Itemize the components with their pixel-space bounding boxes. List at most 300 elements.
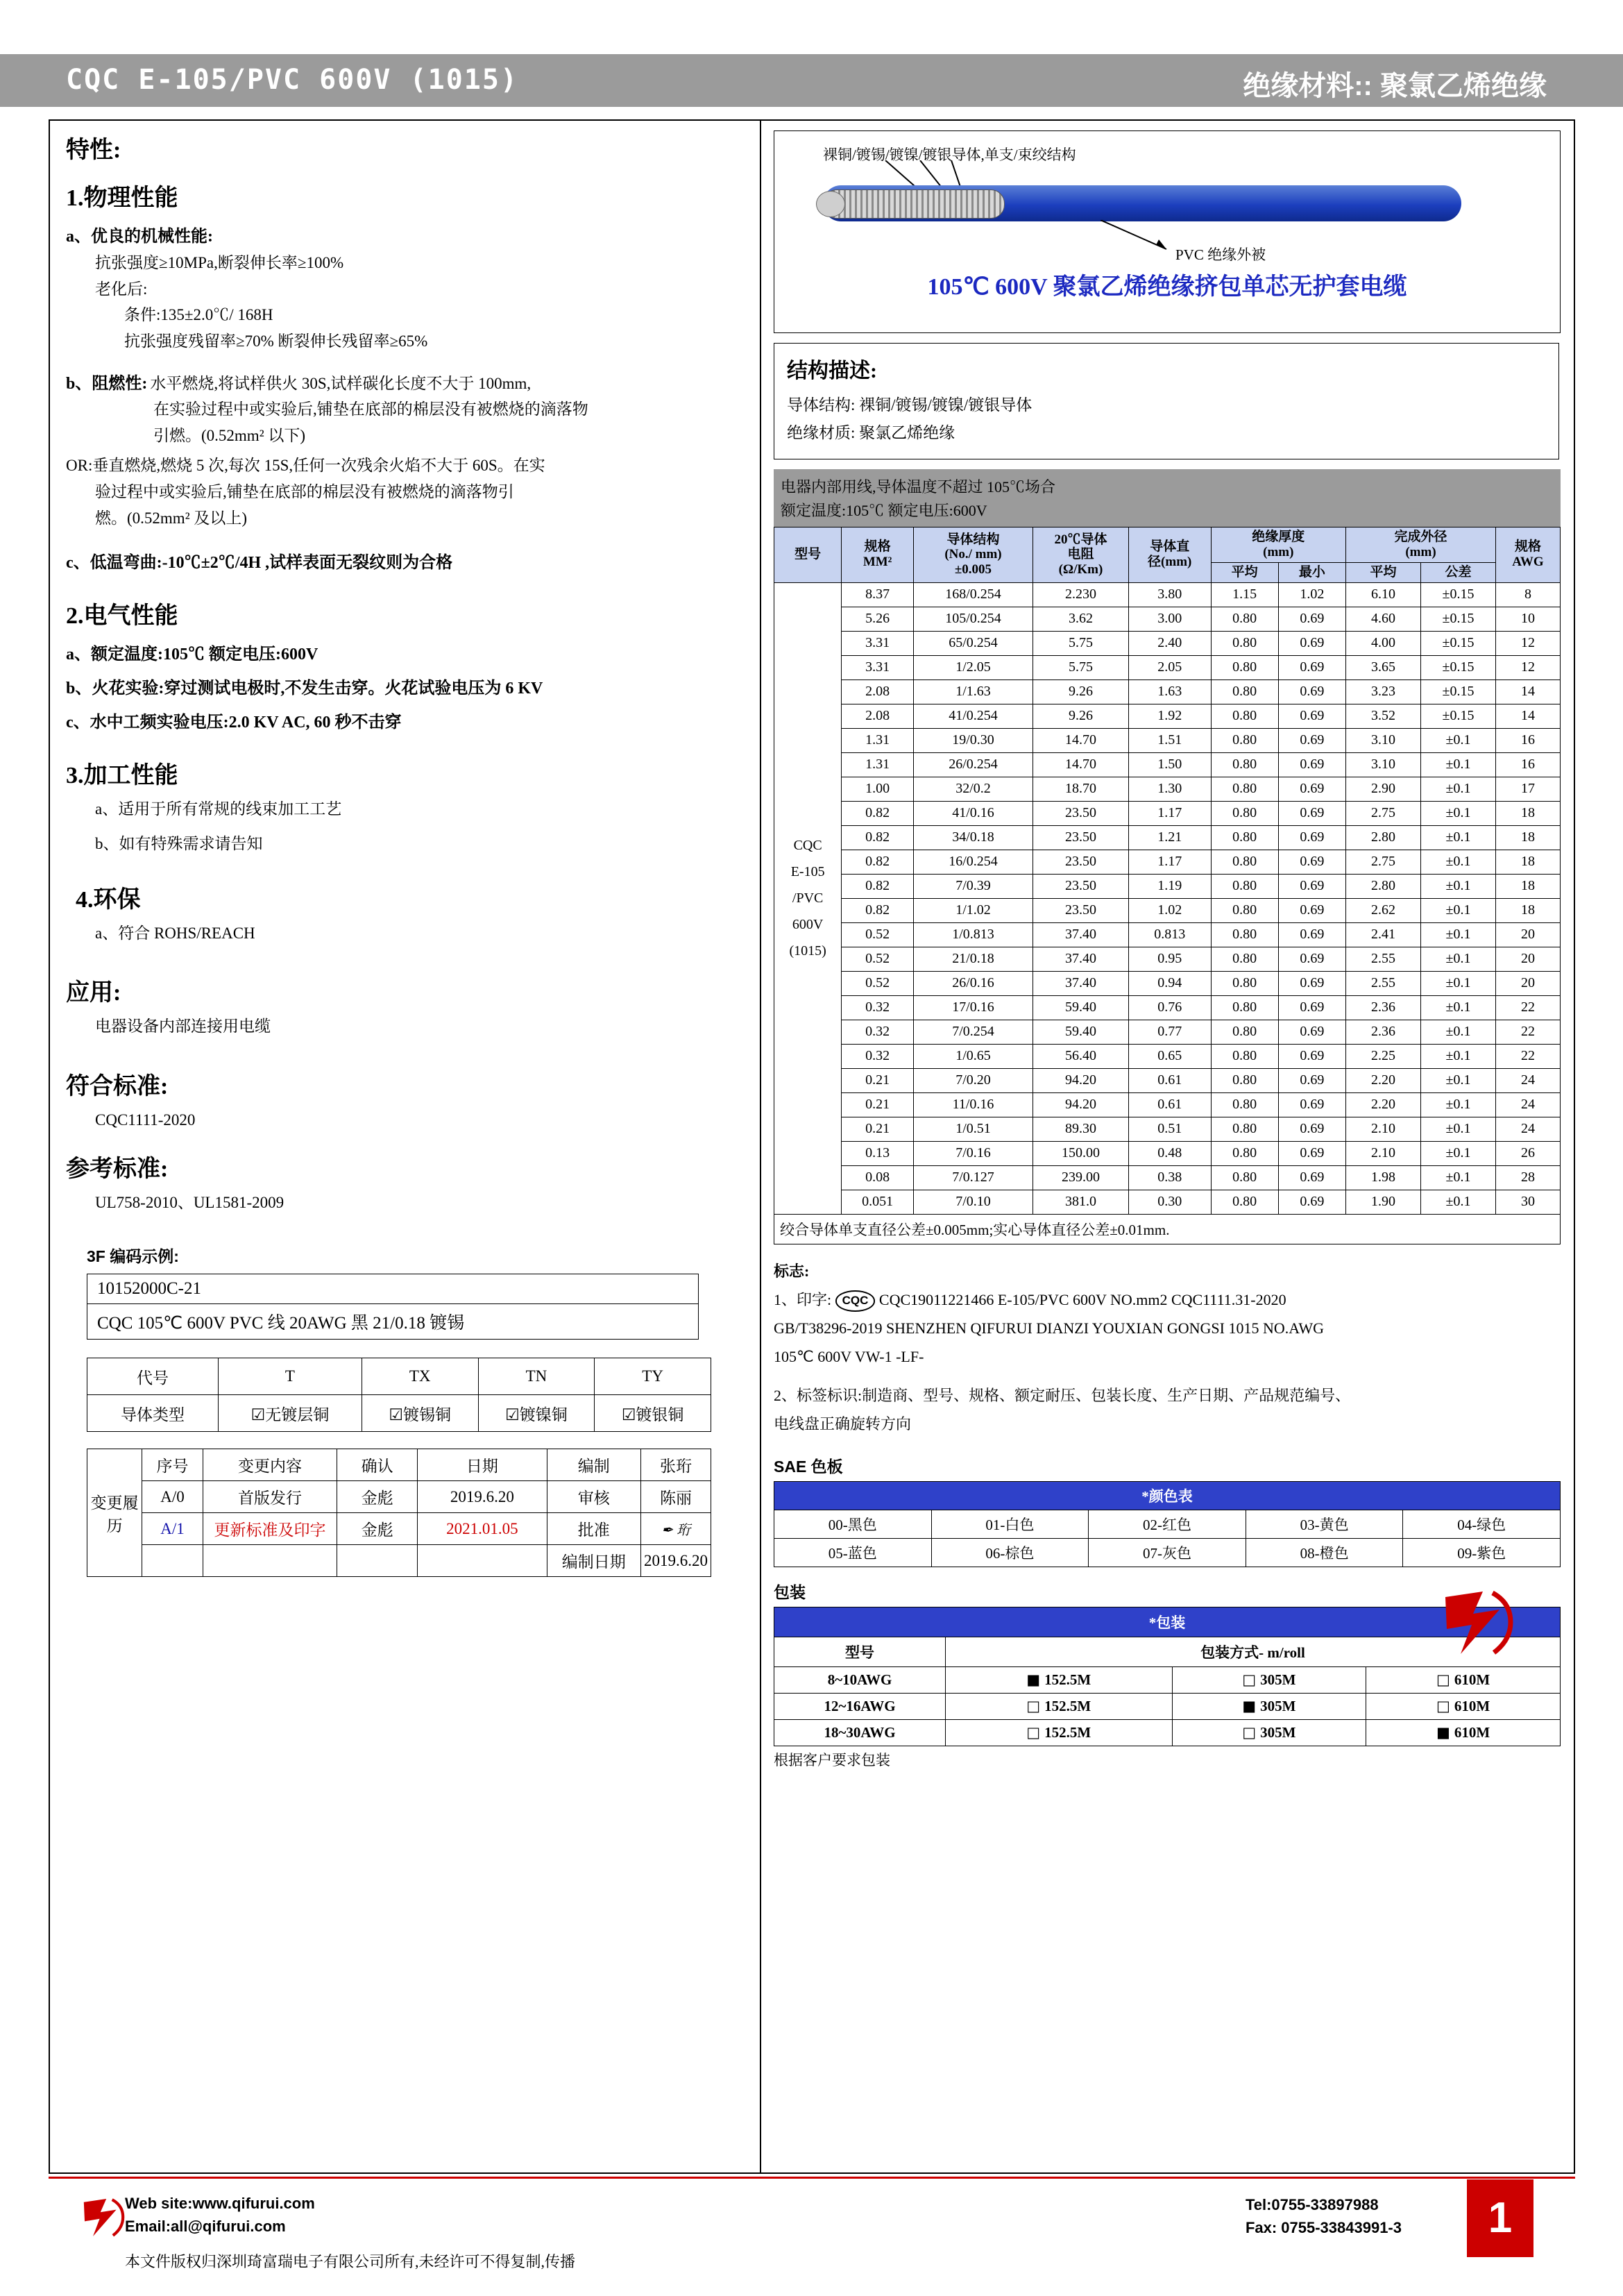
table-row	[87, 1481, 711, 1513]
spec-cell-diameter: 1.19	[1128, 874, 1211, 898]
structure-insulation: 绝缘材质: 聚氯乙烯绝缘	[787, 424, 955, 441]
spec-cell-outer-tol: ±0.1	[1421, 752, 1496, 777]
packaging-option-label: 152.5M	[1044, 1724, 1091, 1741]
spec-cell-conductor: 26/0.254	[913, 752, 1033, 777]
spec-cell-awg: 20	[1495, 922, 1560, 947]
spec-cell-size: 0.13	[842, 1141, 914, 1165]
page-number: 1	[1467, 2179, 1533, 2257]
s1-b-line1: 水平燃烧,将试样供火 30S,试样碳化长度不大于 100mm,	[150, 374, 532, 392]
footer-email[interactable]: Email:all@qifurui.com	[125, 2218, 286, 2235]
code-header-label: 代号	[87, 1358, 219, 1395]
spec-cell-outer-tol: ±0.1	[1421, 1044, 1496, 1068]
spec-cell-resistance: 9.26	[1033, 679, 1129, 704]
rev-r1-no: A/0	[142, 1481, 203, 1513]
s1-b-line4: OR:垂直燃烧,燃烧 5 次,每次 15S,任何一次残余火焰不大于 60S。在实	[66, 457, 545, 475]
table-row	[87, 1358, 711, 1395]
spec-cell-resistance: 23.50	[1033, 898, 1129, 922]
spec-cell-thick-min: 0.69	[1278, 1068, 1345, 1092]
specification-table	[774, 527, 1561, 1215]
spec-cell-resistance: 2.230	[1033, 582, 1129, 607]
checkbox-unchecked-icon[interactable]: □	[1242, 1724, 1257, 1741]
structure-conductor: 导体结构: 裸铜/镀锡/镀镍/镀银导体	[787, 396, 1033, 414]
marking-heading: 标志:	[774, 1262, 810, 1280]
packaging-option[interactable]	[1366, 1694, 1561, 1720]
rev-r2-date: 2021.01.05	[418, 1513, 547, 1545]
cable-illustration-box	[774, 130, 1561, 333]
col-outer-tol: 公差	[1421, 562, 1496, 582]
spec-cell-size: 0.82	[842, 850, 914, 874]
packaging-option-label: 610M	[1454, 1724, 1490, 1741]
table-row	[774, 1141, 1561, 1165]
spec-cell-thick-min: 0.69	[1278, 922, 1345, 947]
spec-cell-outer-avg: 3.10	[1346, 728, 1421, 752]
spec-cell-diameter: 1.21	[1128, 825, 1211, 850]
spec-cell-diameter: 0.77	[1128, 1020, 1211, 1044]
spec-cell-outer-tol: ±0.1	[1421, 971, 1496, 995]
spec-cell-size: 0.21	[842, 1117, 914, 1141]
spec-cell-awg: 22	[1495, 1020, 1560, 1044]
coding-example-line2: CQC 105℃ 600V PVC 线 20AWG 黑 21/0.18 镀锡	[97, 1314, 465, 1333]
packaging-option[interactable]	[1366, 1720, 1561, 1746]
footer-copyright: 本文件版权归深圳琦富瑞电子有限公司所有,未经许可不得复制,传播	[125, 2253, 576, 2270]
spec-cell-conductor: 19/0.30	[913, 728, 1033, 752]
conductor-type-label: 导体类型	[87, 1395, 219, 1432]
table-row	[774, 850, 1561, 874]
marking-code-1: CQC19011221466 E-105/PVC 600V NO.mm2 CQC1111.31-2020	[878, 1290, 1286, 1308]
packaging-option-label: 610M	[1454, 1698, 1490, 1715]
spec-cell-resistance: 3.62	[1033, 607, 1129, 631]
spec-cell-awg: 8	[1495, 582, 1560, 607]
spec-cell-diameter: 0.30	[1128, 1190, 1211, 1214]
spec-cell-diameter: 0.51	[1128, 1117, 1211, 1141]
structure-heading: 结构描述:	[787, 360, 877, 382]
spec-cell-thick-min: 0.69	[1278, 1165, 1345, 1190]
table-row	[774, 825, 1561, 850]
checkbox-checked-icon[interactable]: ■	[1026, 1671, 1041, 1689]
spec-cell-outer-avg: 2.62	[1346, 898, 1421, 922]
spec-cell-outer-avg: 2.75	[1346, 801, 1421, 825]
s1-a-line4: 抗张强度残留率≥70% 断裂伸长残留率≥65%	[124, 332, 428, 350]
spec-cell-outer-tol: ±0.1	[1421, 1165, 1496, 1190]
spec-cell-outer-avg: 1.90	[1346, 1190, 1421, 1214]
marking-print-label: 1、印字:	[774, 1290, 832, 1308]
spec-cell-resistance: 89.30	[1033, 1117, 1129, 1141]
marking-line-1	[774, 1288, 1565, 1312]
table-row	[774, 922, 1561, 947]
spec-cell-diameter: 1.63	[1128, 679, 1211, 704]
spec-cell-thick-avg: 0.80	[1211, 704, 1278, 728]
spec-cell-conductor: 7/0.127	[913, 1165, 1033, 1190]
coding-example-line1: 10152000C-21	[87, 1274, 698, 1304]
table-row	[774, 582, 1561, 607]
spec-cell-outer-avg: 4.00	[1346, 631, 1421, 655]
col-awg: 规格 AWG	[1495, 527, 1560, 583]
left-column	[66, 130, 732, 1577]
rev-h-editor: 编制	[547, 1449, 640, 1481]
rev-r3-confirm	[337, 1545, 418, 1577]
table-row	[774, 1720, 1561, 1746]
spec-cell-thick-avg: 0.80	[1211, 1117, 1278, 1141]
s3-b-line: b、如有特殊需求请告知	[95, 835, 263, 853]
checkbox-unchecked-icon[interactable]: □	[1436, 1698, 1450, 1715]
sae-07: 07-灰色	[1089, 1539, 1246, 1567]
col-size: 规格 MM²	[842, 527, 914, 583]
code-ty: TY	[595, 1358, 711, 1395]
rev-r2-confirm: 金彪	[337, 1513, 418, 1545]
spec-cell-size: 0.82	[842, 874, 914, 898]
spec-cell-thick-min: 0.69	[1278, 898, 1345, 922]
s1-c-line: c、低温弯曲:-10℃±2℃/4H ,试样表面无裂纹则为合格	[66, 554, 453, 573]
spec-cell-resistance: 23.50	[1033, 801, 1129, 825]
spec-cell-conductor: 1/0.51	[913, 1117, 1033, 1141]
standards-heading: 符合标准:	[66, 1073, 169, 1099]
sae-color-heading: SAE 色板	[774, 1458, 843, 1476]
packaging-option[interactable]	[946, 1667, 1173, 1694]
spec-cell-conductor: 168/0.254	[913, 582, 1033, 607]
packaging-option[interactable]	[946, 1720, 1173, 1746]
spec-cell-conductor: 7/0.39	[913, 874, 1033, 898]
spec-cell-resistance: 23.50	[1033, 874, 1129, 898]
spec-cell-outer-tol: ±0.1	[1421, 898, 1496, 922]
spec-cell-diameter: 2.40	[1128, 631, 1211, 655]
spec-cell-outer-avg: 2.80	[1346, 825, 1421, 850]
packaging-table-body	[774, 1667, 1561, 1746]
rev-h-content: 变更内容	[203, 1449, 337, 1481]
spec-cell-awg: 26	[1495, 1141, 1560, 1165]
spec-cell-conductor: 1/0.65	[913, 1044, 1033, 1068]
spec-cell-conductor: 32/0.2	[913, 777, 1033, 801]
spec-cell-outer-avg: 2.90	[1346, 777, 1421, 801]
packaging-option[interactable]	[946, 1694, 1173, 1720]
spec-cell-conductor: 65/0.254	[913, 631, 1033, 655]
spec-cell-awg: 18	[1495, 850, 1560, 874]
spec-cell-thick-avg: 0.80	[1211, 1068, 1278, 1092]
spec-cell-conductor: 1/2.05	[913, 655, 1033, 679]
sae-02: 02-红色	[1089, 1510, 1246, 1539]
table-row	[87, 1513, 711, 1545]
spec-cell-outer-tol: ±0.1	[1421, 874, 1496, 898]
qifurui-logo-small-icon	[76, 2195, 130, 2240]
footer	[49, 2186, 1575, 2290]
spec-cell-size: 0.52	[842, 922, 914, 947]
spec-cell-size: 1.31	[842, 728, 914, 752]
packaging-col-model: 型号	[774, 1637, 946, 1667]
structure-description-box	[774, 343, 1559, 459]
spec-cell-thick-min: 0.69	[1278, 607, 1345, 631]
spec-cell-thick-min: 0.69	[1278, 801, 1345, 825]
spec-cell-outer-avg: 2.36	[1346, 995, 1421, 1020]
spec-cell-outer-avg: 4.60	[1346, 607, 1421, 631]
col-thickness-avg: 平均	[1211, 562, 1278, 582]
spec-cell-size: 0.32	[842, 1020, 914, 1044]
spec-cell-outer-avg: 3.52	[1346, 704, 1421, 728]
spec-cell-size: 0.82	[842, 898, 914, 922]
packaging-option[interactable]	[1366, 1667, 1561, 1694]
packaging-caption: *包装	[774, 1607, 1561, 1637]
table-row	[774, 704, 1561, 728]
spec-cell-thick-avg: 0.80	[1211, 1141, 1278, 1165]
packaging-option-label: 305M	[1260, 1671, 1296, 1689]
spec-cell-conductor: 1/0.813	[913, 922, 1033, 947]
table-row	[774, 679, 1561, 704]
s1-b-line5: 验过程中或实验后,铺垫在底部的棉层没有被燃烧的滴落物引	[95, 483, 514, 501]
rev-r2-role: 批准	[547, 1513, 640, 1545]
section-2-heading: 2.电气性能	[66, 603, 178, 630]
rev-r3-role: 编制日期	[547, 1545, 640, 1577]
spec-cell-size: 8.37	[842, 582, 914, 607]
cable-conductor-tip	[816, 191, 845, 217]
table-row	[774, 971, 1561, 995]
specification-table-body	[774, 582, 1561, 1214]
s1-b-line3: 引燃。(0.52mm² 以下)	[153, 426, 305, 444]
usage-note-line1: 电器内部用线,导体温度不超过 105℃场合	[781, 478, 1056, 496]
spec-cell-diameter: 0.65	[1128, 1044, 1211, 1068]
table-header-row	[774, 527, 1561, 563]
spec-cell-resistance: 37.40	[1033, 922, 1129, 947]
spec-cell-size: 2.08	[842, 704, 914, 728]
company-logo-right	[1426, 1581, 1530, 1664]
spec-cell-outer-avg: 6.10	[1346, 582, 1421, 607]
spec-cell-outer-tol: ±0.1	[1421, 801, 1496, 825]
spec-cell-thick-min: 1.02	[1278, 582, 1345, 607]
marking-code-3: 105℃ 600V VW-1 -LF-	[774, 1347, 924, 1365]
footer-contact-right	[1246, 2193, 1402, 2239]
right-column	[774, 130, 1565, 1770]
spec-cell-thick-avg: 0.80	[1211, 995, 1278, 1020]
table-row	[774, 801, 1561, 825]
packaging-option[interactable]	[1172, 1720, 1366, 1746]
spec-cell-conductor: 34/0.18	[913, 825, 1033, 850]
sae-08: 08-橙色	[1246, 1539, 1403, 1567]
spec-cell-awg: 22	[1495, 995, 1560, 1020]
standards-text: CQC1111-2020	[95, 1111, 196, 1129]
sae-00: 00-黑色	[774, 1510, 932, 1539]
packaging-option-label: 305M	[1260, 1698, 1296, 1715]
conductor-type-t[interactable]: ☑无镀层铜	[219, 1395, 362, 1432]
spec-cell-outer-avg: 2.10	[1346, 1141, 1421, 1165]
spec-cell-diameter: 1.50	[1128, 752, 1211, 777]
spec-cell-thick-avg: 0.80	[1211, 971, 1278, 995]
spec-cell-thick-min: 0.69	[1278, 752, 1345, 777]
s1-b-line2: 在实验过程中或实验后,铺垫在底部的棉层没有被燃烧的滴落物	[153, 400, 588, 419]
marking-section	[774, 1260, 1565, 1437]
checkbox-unchecked-icon[interactable]: □	[1436, 1671, 1450, 1689]
spec-cell-thick-avg: 0.80	[1211, 728, 1278, 752]
footer-website[interactable]: Web site:www.qifurui.com	[125, 2195, 315, 2212]
rev-r2-no: A/1	[142, 1513, 203, 1545]
spec-cell-thick-avg: 0.80	[1211, 947, 1278, 971]
rev-r3-content	[203, 1545, 337, 1577]
spec-cell-conductor: 11/0.16	[913, 1092, 1033, 1117]
conductor-type-tx[interactable]: ☑镀锡铜	[362, 1395, 478, 1432]
packaging-model: 8~10AWG	[774, 1667, 946, 1694]
application-text: 电器设备内部连接用电缆	[95, 1018, 271, 1036]
spec-cell-awg: 14	[1495, 679, 1560, 704]
spec-cell-size: 0.82	[842, 801, 914, 825]
spec-cell-awg: 20	[1495, 971, 1560, 995]
table-row	[774, 1068, 1561, 1092]
spec-cell-diameter: 0.95	[1128, 947, 1211, 971]
spec-cell-thick-min: 0.69	[1278, 971, 1345, 995]
spec-cell-diameter: 1.51	[1128, 728, 1211, 752]
col-thickness: 绝缘厚度 (mm)	[1211, 527, 1346, 563]
spec-cell-awg: 18	[1495, 874, 1560, 898]
spec-cell-thick-avg: 0.80	[1211, 1092, 1278, 1117]
spec-cell-outer-tol: ±0.15	[1421, 704, 1496, 728]
packaging-model: 12~16AWG	[774, 1694, 946, 1720]
spec-cell-thick-avg: 0.80	[1211, 922, 1278, 947]
checkbox-unchecked-icon[interactable]: □	[1026, 1698, 1041, 1715]
section-4-heading: 4.环保	[76, 886, 141, 913]
cable-conductor-label: 裸铜/镀锡/镀镍/镀银导体,单支/束绞结构	[823, 146, 1076, 163]
application-heading: 应用:	[66, 980, 121, 1006]
spec-cell-awg: 16	[1495, 752, 1560, 777]
col-resistance: 20℃导体 电阻 (Ω/Km)	[1033, 527, 1129, 583]
s1-a-line1: 抗张强度≥10MPa,断裂伸长率≥100%	[95, 254, 344, 271]
coding-example-heading: 3F 编码示例:	[87, 1247, 179, 1266]
packaging-option[interactable]	[1172, 1667, 1366, 1694]
spec-cell-conductor: 16/0.254	[913, 850, 1033, 874]
table-row	[774, 728, 1561, 752]
spec-cell-diameter: 1.17	[1128, 801, 1211, 825]
cable-conductor-strands	[823, 189, 1005, 219]
spec-cell-thick-min: 0.69	[1278, 1141, 1345, 1165]
spec-cell-resistance: 23.50	[1033, 850, 1129, 874]
spec-cell-conductor: 41/0.254	[913, 704, 1033, 728]
spec-cell-outer-avg: 3.23	[1346, 679, 1421, 704]
spec-cell-thick-min: 0.69	[1278, 995, 1345, 1020]
spec-cell-outer-avg: 2.55	[1346, 971, 1421, 995]
rev-r1-name: 陈丽	[641, 1481, 711, 1513]
spec-cell-diameter: 0.94	[1128, 971, 1211, 995]
spec-cell-resistance: 381.0	[1033, 1190, 1129, 1214]
spec-cell-thick-min: 0.69	[1278, 704, 1345, 728]
spec-cell-diameter: 2.05	[1128, 655, 1211, 679]
column-divider	[760, 119, 761, 2174]
s2-c-line: c、水中工频实验电压:2.0 KV AC, 60 秒不击穿	[66, 714, 402, 732]
spec-cell-awg: 28	[1495, 1165, 1560, 1190]
spec-model-cell: CQC E-105 /PVC 600V (1015)	[774, 582, 842, 1214]
spec-cell-diameter: 3.80	[1128, 582, 1211, 607]
conductor-type-tn[interactable]: ☑镀镍铜	[478, 1395, 595, 1432]
header-title-left: CQC E-105/PVC 600V (1015)	[66, 64, 519, 96]
spec-cell-diameter: 0.48	[1128, 1141, 1211, 1165]
spec-cell-outer-avg: 2.10	[1346, 1117, 1421, 1141]
spec-cell-outer-tol: ±0.1	[1421, 1020, 1496, 1044]
spec-cell-thick-min: 0.69	[1278, 850, 1345, 874]
s1-b-line6: 燃。(0.52mm² 及以上)	[95, 509, 247, 527]
spec-cell-outer-tol: ±0.1	[1421, 1190, 1496, 1214]
rev-r3-no	[142, 1545, 203, 1577]
packaging-option-label: 305M	[1260, 1724, 1296, 1741]
spec-cell-awg: 24	[1495, 1117, 1560, 1141]
spec-cell-resistance: 150.00	[1033, 1141, 1129, 1165]
spec-cell-thick-min: 0.69	[1278, 874, 1345, 898]
s1-a-label: a、优良的机械性能:	[66, 228, 213, 246]
rev-h-confirm: 确认	[337, 1449, 418, 1481]
spec-cell-diameter: 1.17	[1128, 850, 1211, 874]
spec-cell-size: 0.21	[842, 1092, 914, 1117]
table-row	[774, 1092, 1561, 1117]
spec-cell-awg: 17	[1495, 777, 1560, 801]
spec-cell-resistance: 59.40	[1033, 995, 1129, 1020]
spec-cell-resistance: 37.40	[1033, 971, 1129, 995]
spec-cell-diameter: 3.00	[1128, 607, 1211, 631]
table-row	[774, 655, 1561, 679]
table-row	[774, 1044, 1561, 1068]
col-outer-avg: 平均	[1346, 562, 1421, 582]
spec-cell-diameter: 1.02	[1128, 898, 1211, 922]
packaging-option-label: 610M	[1454, 1671, 1490, 1689]
sae-05: 05-蓝色	[774, 1539, 932, 1567]
col-outer: 完成外径 (mm)	[1346, 527, 1496, 563]
table-row	[87, 1449, 711, 1481]
conductor-code-table	[87, 1358, 711, 1432]
spec-cell-thick-min: 0.69	[1278, 1020, 1345, 1044]
spec-cell-conductor: 7/0.16	[913, 1141, 1033, 1165]
spec-cell-thick-min: 0.69	[1278, 947, 1345, 971]
spec-cell-thick-avg: 0.80	[1211, 850, 1278, 874]
spec-cell-outer-tol: ±0.1	[1421, 1092, 1496, 1117]
table-row	[774, 777, 1561, 801]
s3-a-line: a、适用于所有常规的线束加工工艺	[95, 800, 342, 818]
spec-cell-outer-tol: ±0.15	[1421, 582, 1496, 607]
spec-cell-awg: 20	[1495, 947, 1560, 971]
revision-side-label: 变更履历	[87, 1449, 142, 1577]
spec-cell-thick-min: 0.69	[1278, 631, 1345, 655]
spec-cell-thick-min: 0.69	[1278, 679, 1345, 704]
spec-cell-thick-min: 0.69	[1278, 777, 1345, 801]
checkbox-unchecked-icon[interactable]: □	[1026, 1724, 1041, 1741]
table-row	[774, 1539, 1561, 1567]
spec-cell-resistance: 239.00	[1033, 1165, 1129, 1190]
spec-cell-resistance: 14.70	[1033, 728, 1129, 752]
spec-cell-conductor: 1/1.02	[913, 898, 1033, 922]
spec-cell-outer-tol: ±0.1	[1421, 825, 1496, 850]
sae-04: 04-绿色	[1403, 1510, 1561, 1539]
reference-heading: 参考标准:	[66, 1156, 169, 1182]
spec-cell-thick-avg: 0.80	[1211, 607, 1278, 631]
spec-cell-outer-avg: 1.98	[1346, 1165, 1421, 1190]
spec-cell-outer-tol: ±0.15	[1421, 679, 1496, 704]
spec-cell-thick-avg: 0.80	[1211, 801, 1278, 825]
spec-cell-diameter: 0.38	[1128, 1165, 1211, 1190]
conductor-type-ty[interactable]: ☑镀银铜	[595, 1395, 711, 1432]
spec-cell-conductor: 1/1.63	[913, 679, 1033, 704]
spec-cell-outer-tol: ±0.1	[1421, 922, 1496, 947]
packaging-option-label: 152.5M	[1044, 1698, 1091, 1715]
table-row	[774, 1020, 1561, 1044]
sae-03: 03-黄色	[1246, 1510, 1403, 1539]
marking-label-line1: 2、标签标识:制造商、型号、规格、额定耐压、包装长度、生产日期、产品规范编号、	[774, 1386, 1351, 1404]
checkbox-unchecked-icon[interactable]: □	[1242, 1671, 1257, 1689]
spec-cell-awg: 12	[1495, 631, 1560, 655]
footer-divider	[49, 2177, 1575, 2179]
spec-cell-size: 0.21	[842, 1068, 914, 1092]
col-thickness-min: 最小	[1278, 562, 1345, 582]
checkbox-checked-icon[interactable]: ■	[1436, 1724, 1450, 1741]
features-heading: 特性:	[66, 137, 121, 163]
usage-note-bar	[774, 469, 1561, 527]
checkbox-checked-icon[interactable]: ■	[1242, 1698, 1257, 1715]
packaging-option[interactable]	[1172, 1694, 1366, 1720]
col-model: 型号	[774, 527, 842, 583]
sae-caption: *颜色表	[774, 1482, 1561, 1510]
footer-fax: Fax: 0755-33843991-3	[1245, 2219, 1402, 2236]
spec-cell-conductor: 41/0.16	[913, 801, 1033, 825]
spec-cell-diameter: 0.61	[1128, 1092, 1211, 1117]
spec-cell-outer-avg: 2.25	[1346, 1044, 1421, 1068]
